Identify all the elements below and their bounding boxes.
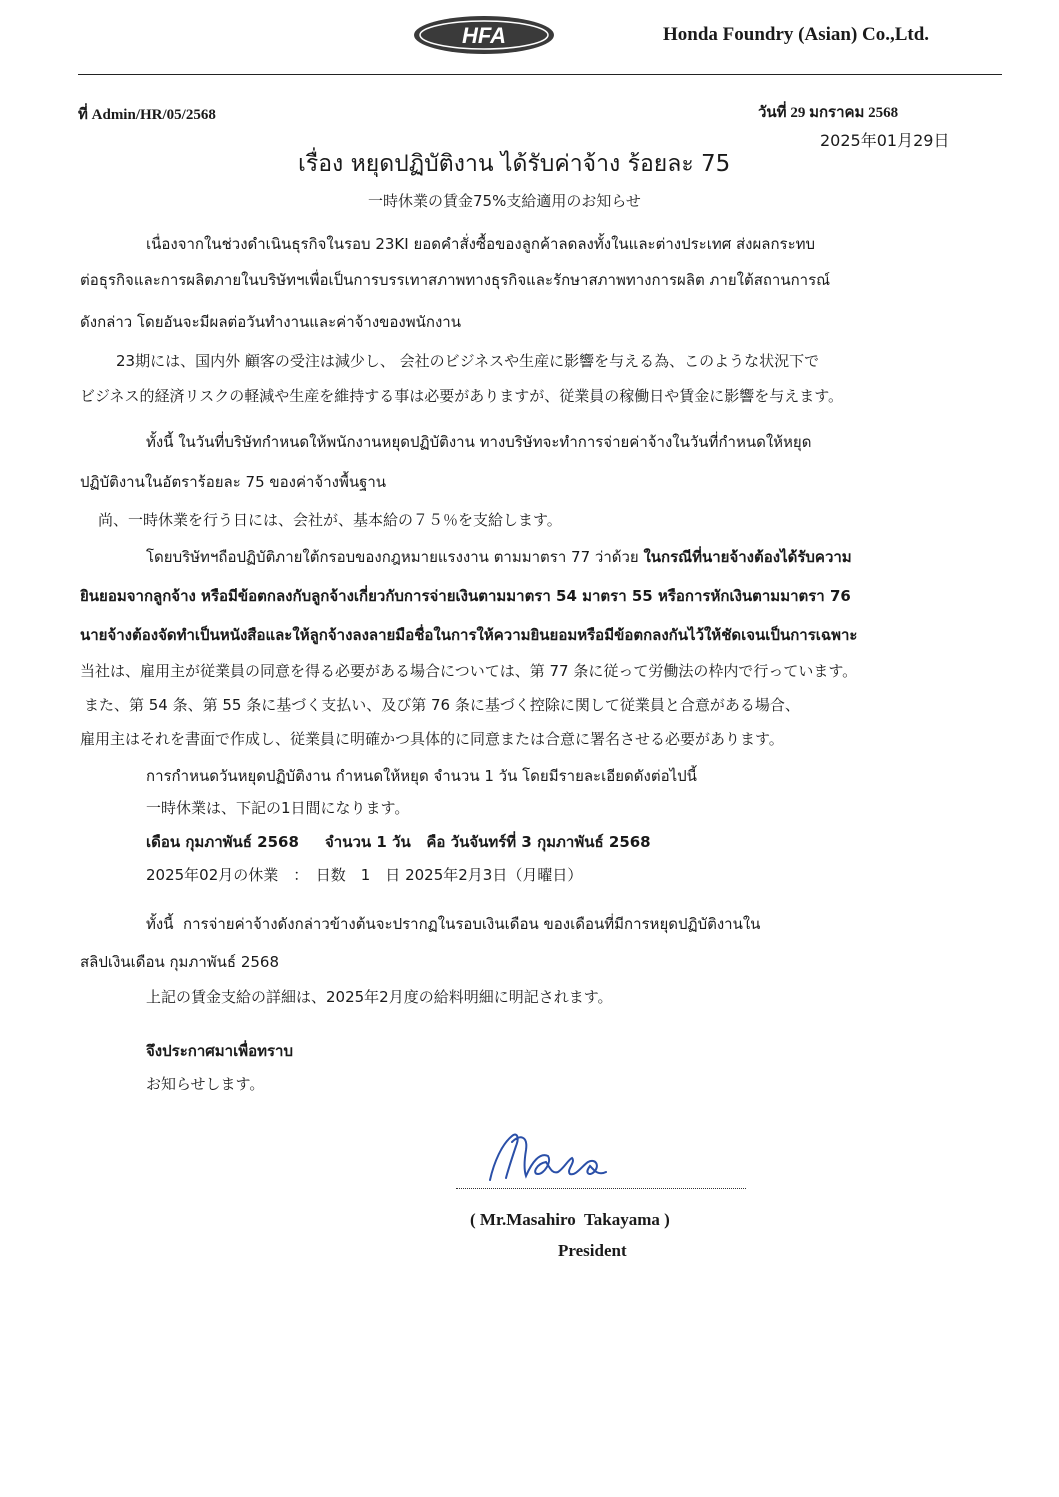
paragraph-4-line-1: การกำหนดวันหยุดปฏิบัติงาน กำหนดให้หยุด จำนวน 1 วัน โดยมีรายละเอียดดังต่อไปนี้ [146,767,697,785]
paragraph-1-line-3: ดังกล่าว โดยอันจะมีผลต่อวันทำงานและค่าจ้างของพนักงาน [80,313,461,331]
closing-thai: จึงประกาศมาเพื่อทราบ [146,1042,293,1060]
closing-japanese: お知らせします。 [146,1075,265,1093]
paragraph-3-japanese-line-1: 当社は、雇用主が従業員の同意を得る必要がある場合については、第 77 条に従って労働法の枠内で行っています。 [80,662,858,680]
subject-title: เรื่อง หยุดปฏิบัติงาน ได้รับค่าจ้าง ร้อยละ 75 [298,151,731,177]
paragraph-5-line-2: สลิปเงินเดือน กุมภาพันธ์ 2568 [80,953,279,971]
handwritten-signature [472,1122,672,1190]
paragraph-2-line-2: ปฏิบัติงานในอัตราร้อยละ 75 ของค่าจ้างพื้นฐาน [80,473,387,491]
company-logo [412,14,556,56]
company-name: Honda Foundry (Asian) Co.,Ltd. [663,24,930,45]
signatory-title: President [558,1241,627,1260]
paragraph-2-line-1: ทั้งนี้ ในวันที่บริษัทกำหนดให้พนักงานหยุดปฏิบัติงาน ทางบริษัทจะทำการจ่ายค่าจ้างในวันที่กำหนดให้หยุด [146,433,812,451]
paragraph-3-line-1 [146,545,852,569]
paragraph-5-japanese: 上記の賃金支給の詳細は、2025年2月度の給料明細に明記されます。 [146,988,613,1006]
paragraph-3-line-1-plain: โดยบริษัทฯถือปฏิบัติภายใต้กรอบของกฎหมายแรงงาน ตามมาตรา 77 ว่าด้วย [146,548,644,566]
logo-text: HFA [462,23,506,48]
paragraph-1-japanese-line-1: 23期には、国内外 顧客の受注は減少し、 会社のビジネスや生産に影響を与える為、このような状況下で [116,352,820,370]
signatory-name: ( Mr.Masahiro Takayama ) [470,1210,670,1229]
paragraph-5-line-1: ทั้งนี้ การจ่ายค่าจ้างดังกล่าวข้างต้นจะปรากฏในรอบเงินเดือน ของเดือนที่มีการหยุดปฏิบัติงานใน [146,915,761,933]
date-thai: วันที่ 29 มกราคม 2568 [758,105,899,121]
signature-line [456,1188,746,1189]
schedule-japanese: 2025年02月の休業 ： 日数 1 日 2025年2月3日（月曜日） [146,866,583,884]
paragraph-1-line-1: เนื่องจากในช่วงดำเนินธุรกิจในรอบ 23KI ยอดคำสั่งซื้อของลูกค้าลดลงทั้งในและต่างประเทศ ส่งผลกระทบ [146,235,816,253]
schedule-thai: เดือน กุมภาพันธ์ 2568 จำนวน 1 วัน คือ วันจันทร์ที่ 3 กุมภาพันธ์ 2568 [146,833,651,851]
paragraph-3-line-3: นายจ้างต้องจัดทำเป็นหนังสือและให้ลูกจ้างลงลายมือชื่อในการให้ความยินยอมหรือมีข้อตกลงกันไว้ให้ชัดเจนเป็นการเฉพาะ [80,626,858,644]
paragraph-3-japanese-line-2: また、第 54 条、第 55 条に基づく支払い、及び第 76 条に基づく控除に関して従業員と合意がある場合、 [84,696,800,714]
reference-number: ที่ Admin/HR/05/2568 [78,107,216,123]
paragraph-4-japanese: 一時休業は、下記の1日間になります。 [146,799,410,817]
header-divider [78,74,1002,75]
paragraph-3-line-1-bold: ในกรณีที่นายจ้างต้องได้รับความ [643,548,852,566]
date-japanese: 2025年01月29日 [820,131,950,150]
paragraph-1-line-2: ต่อธุรกิจและการผลิตภายในบริษัทฯเพื่อเป็นการบรรเทาสภาพทางธุรกิจและรักษาสภาพทางการผลิต ภายใต้สถานการณ์ [80,271,831,289]
paragraph-3-line-2: ยินยอมจากลูกจ้าง หรือมีข้อตกลงกับลูกจ้างเกี่ยวกับการจ่ายเงินตามมาตรา 54 มาตรา 55 หรือการหักเงินตามมาตรา 76 [80,587,851,605]
paragraph-3-japanese-line-3: 雇用主はそれを書面で作成し、従業員に明確かつ具体的に同意または合意に署名させる必要があります。 [80,730,784,748]
subject-title-japanese: 一時休業の賃金75%支給適用のお知らせ [368,192,641,208]
paragraph-2-japanese: 尚、一時休業を行う日には、会社が、基本給の７５％を支給します。 [98,511,562,529]
paragraph-1-japanese-line-2: ビジネス的経済リスクの軽減や生産を維持する事は必要がありますが、従業員の稼働日や賃金に影響を与えます。 [80,387,844,405]
